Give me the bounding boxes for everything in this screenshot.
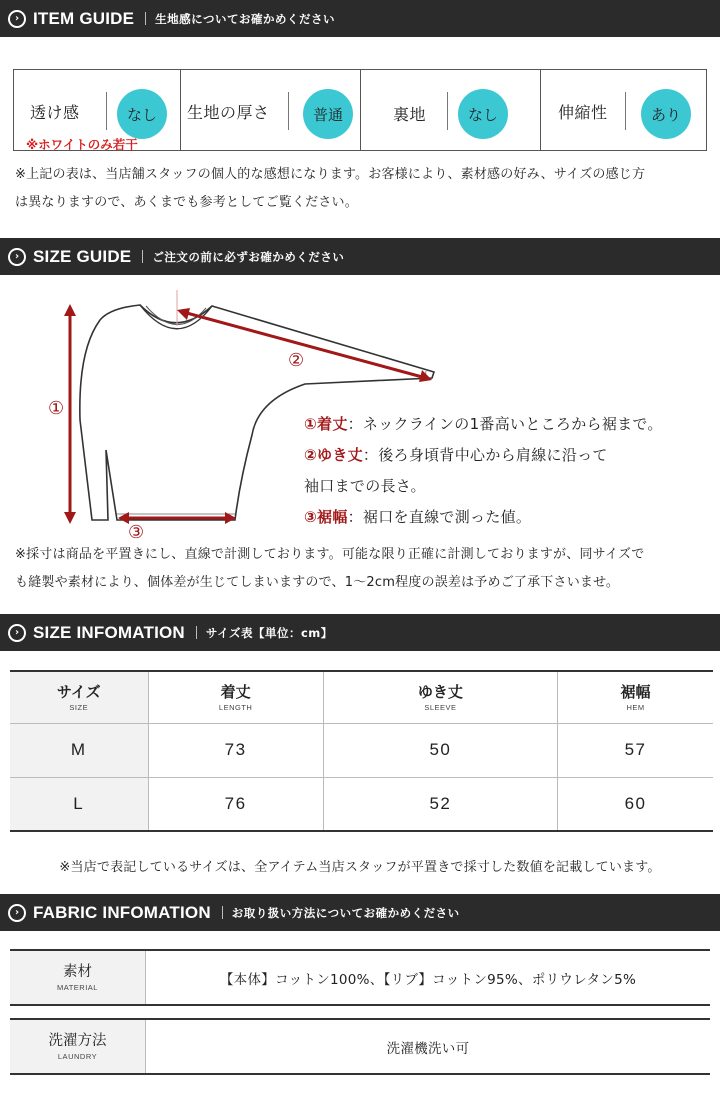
- guide-badge: あり: [641, 89, 691, 139]
- table-cell: 52: [323, 777, 557, 831]
- disclaimer-line: は異なりますので、あくまでも参考としてご覧ください。: [15, 195, 358, 210]
- arrow-head: [64, 512, 76, 524]
- fabric-label: 素材 MATERIAL: [10, 951, 146, 1004]
- fabric-label: 洗濯方法 LAUNDRY: [10, 1020, 146, 1073]
- table-cell: 50: [323, 723, 557, 777]
- legend-item-hem: ③裾幅：裾口を直線で測った値。: [304, 508, 532, 526]
- guide-badge: なし: [458, 89, 508, 139]
- size-info-header: [0, 614, 720, 651]
- guide-cell-lining: [361, 70, 541, 150]
- guide-label: 伸縮性: [558, 103, 608, 122]
- guide-cell-stretch: [541, 70, 706, 150]
- column-header: 裾幅 HEM: [558, 671, 713, 723]
- fabric-value: 洗濯機洗い可: [386, 1040, 470, 1057]
- section-subtitle: 生地感についてお確かめください: [155, 11, 335, 26]
- table-row: [10, 723, 713, 777]
- table-row: [10, 777, 713, 831]
- chevron-right-icon: ›: [8, 248, 26, 266]
- divider: [447, 92, 448, 130]
- divider: [142, 250, 143, 263]
- marker-sleeve: ②: [288, 350, 305, 371]
- chevron-right-icon: ›: [8, 904, 26, 922]
- guide-cell-thickness: [181, 70, 361, 150]
- guide-badge: 普通: [303, 89, 353, 139]
- item-guide-header: [0, 0, 720, 37]
- section-subtitle: ご注文の前に必ずお確かめください: [152, 249, 345, 264]
- section-subtitle: お取り扱い方法についてお確かめください: [231, 905, 460, 920]
- fabric-value: 【本体】コットン100%、【リブ】コットン95%、ポリウレタン5%: [219, 971, 637, 988]
- table-cell: 73: [148, 723, 323, 777]
- table-cell: L: [10, 777, 148, 831]
- arrow-head: [177, 308, 190, 320]
- guide-note: ※ホワイトのみ若干: [26, 137, 138, 152]
- section-title: SIZE GUIDE: [33, 246, 132, 266]
- legend-item-sleeve: ②ゆき丈：後ろ身頃背中心から肩線に沿って: [304, 446, 608, 464]
- size-guide-note: [15, 541, 644, 597]
- divider: [106, 92, 107, 130]
- size-guide-header: [0, 238, 720, 275]
- divider: [145, 12, 146, 25]
- guide-label: 裏地: [393, 105, 427, 124]
- size-legend: [304, 409, 663, 533]
- column-header: 着丈 LENGTH: [148, 671, 323, 723]
- legend-item-sleeve-cont: 袖口までの長さ。: [304, 477, 426, 495]
- guide-badge: なし: [117, 89, 167, 139]
- size-table: [10, 670, 713, 832]
- chevron-right-icon: ›: [8, 624, 26, 642]
- note-line: も縫製や素材により、個体差が生じてしまいますので、1〜2cm程度の誤差は予めご了承下さいませ。: [15, 575, 620, 590]
- table-cell: 60: [558, 777, 713, 831]
- legend-item-length: ①着丈：ネックラインの1番高いところから裾まで。: [304, 415, 663, 433]
- divider: [196, 626, 197, 639]
- column-header: ゆき丈 SLEEVE: [323, 671, 557, 723]
- guide-cell-transparency: [14, 70, 181, 150]
- section-title: FABRIC INFOMATION: [33, 902, 211, 922]
- fabric-info-header: [0, 894, 720, 931]
- size-info-note: ※当店で表記しているサイズは、全アイテム当店スタッフが平置きで採寸した数値を記載しています。: [59, 860, 661, 875]
- guide-label: 生地の厚さ: [187, 103, 270, 122]
- marker-hem: ③: [128, 522, 145, 540]
- column-header: サイズ SIZE: [10, 671, 148, 723]
- section-title: ITEM GUIDE: [33, 8, 135, 28]
- divider: [625, 92, 626, 130]
- note-line: ※採寸は商品を平置きにし、直線で計測しております。可能な限り正確に計測しておりますが、同サイズで: [15, 547, 645, 562]
- marker-length: ①: [48, 398, 65, 419]
- arrow-sleeve: [183, 312, 426, 378]
- table-cell: M: [10, 723, 148, 777]
- table-cell: 57: [558, 723, 713, 777]
- fabric-row-material: [10, 949, 710, 1006]
- divider: [288, 92, 289, 130]
- item-guide-disclaimer: [15, 161, 645, 217]
- divider: [222, 906, 223, 919]
- disclaimer-line: ※上記の表は、当店舗スタッフの個人的な感想になります。お客様により、素材感の好み、サイズの感じ方: [15, 167, 646, 182]
- guide-label: 透け感: [30, 103, 80, 122]
- table-cell: 76: [148, 777, 323, 831]
- chevron-right-icon: ›: [8, 10, 26, 28]
- section-title: SIZE INFOMATION: [33, 622, 185, 642]
- fabric-row-laundry: [10, 1018, 710, 1075]
- item-guide-table: [13, 69, 707, 151]
- section-subtitle: サイズ表【単位：cm】: [205, 625, 333, 640]
- table-header-row: [10, 671, 713, 723]
- arrow-head: [64, 304, 76, 316]
